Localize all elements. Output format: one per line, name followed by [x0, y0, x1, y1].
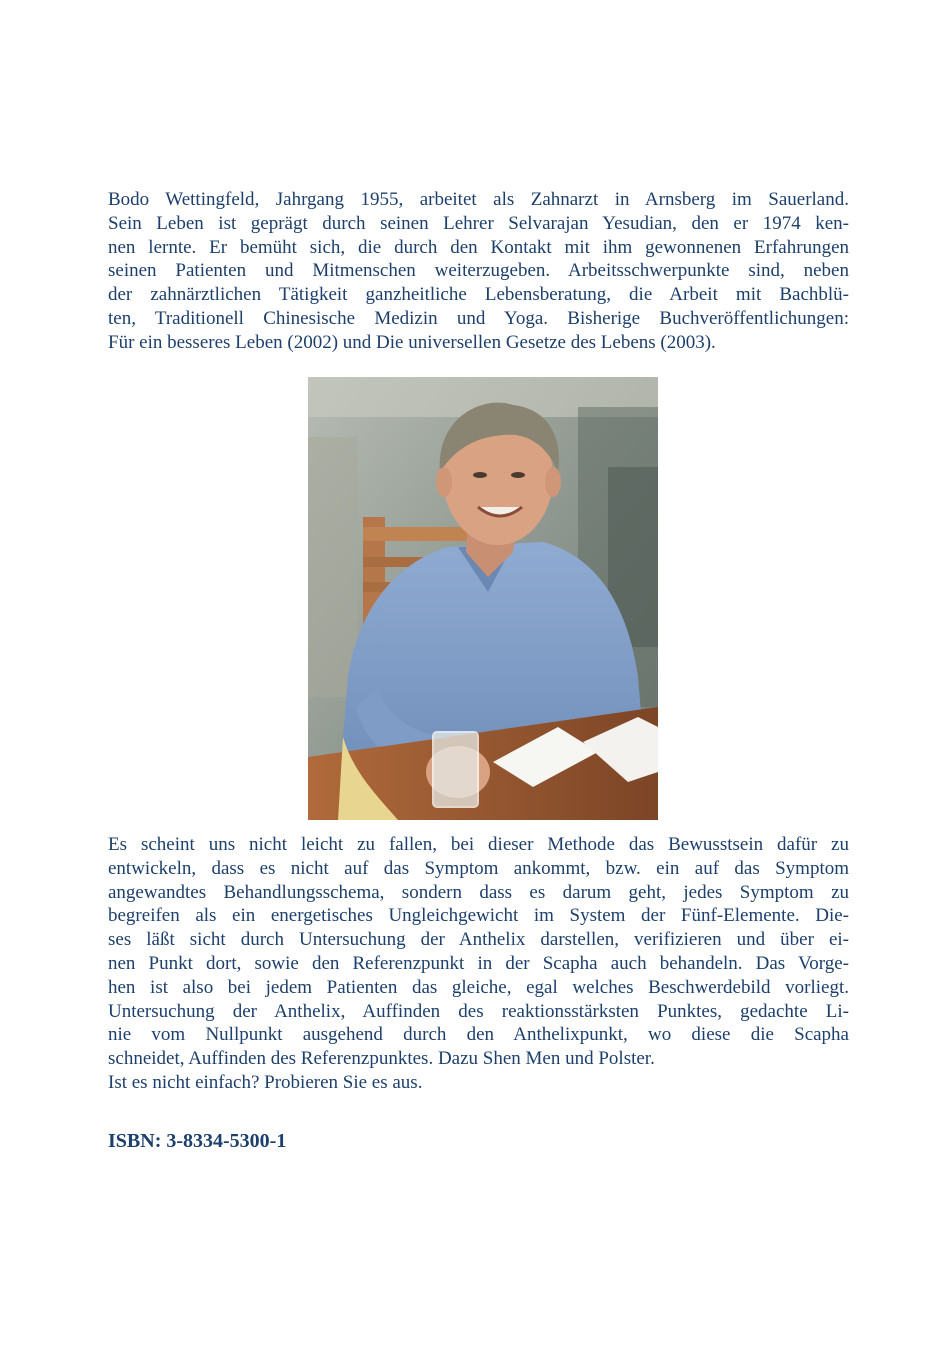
blurb-line: hen ist also bei jedem Patienten das gleiche, egal welches Beschwerdebild vorliegt.	[108, 976, 849, 998]
blurb-line: nen Punkt dort, sowie den Referenzpunkt in der Scapha auch behandeln. Das Vorge-	[108, 952, 849, 974]
bio-line: Für ein besseres Leben (2002) und Die universellen Gesetze des Lebens (2003).	[108, 331, 716, 353]
blurb-line: begreifen als ein energetisches Ungleichgewicht im System der Fünf-Elemente. Die-	[108, 905, 849, 927]
blurb-line: nie vom Nullpunkt ausgehend durch den Anthelixpunkt, wo diese die Scapha	[108, 1024, 849, 1046]
blurb-line: angewandtes Behandlungsschema, sondern dass es darum geht, jedes Symptom zu	[108, 881, 849, 903]
isbn-number: ISBN: 3-8334-5300-1	[108, 1130, 287, 1152]
author-photo	[308, 377, 658, 820]
blurb-line: ses läßt sicht durch Untersuchung der Anthelix darstellen, verifizieren und über ei-	[108, 929, 849, 951]
bio-line: ten, Traditionell Chinesische Medizin und Yoga. Bisherige Buchveröffentlichungen:	[108, 307, 849, 329]
bio-line: Bodo Wettingfeld, Jahrgang 1955, arbeitet als Zahnarzt in Arnsberg im Sauerland.	[108, 189, 849, 210]
book-blurb	[108, 833, 849, 1095]
bio-line: Sein Leben ist geprägt durch seinen Lehrer Selvarajan Yesudian, den er 1974 ken-	[108, 212, 849, 234]
blurb-line: Ist es nicht einfach? Probieren Sie es aus.	[108, 1071, 423, 1093]
bio-line: seinen Patienten und Mitmenschen weiterzugeben. Arbeitsschwerpunkte sind, neben	[108, 260, 849, 282]
bio-line: nen lernte. Er bemüht sich, die durch den Kontakt mit ihm gewonnenen Erfahrungen	[108, 236, 849, 258]
water-glass	[433, 732, 478, 807]
blurb-line: Untersuchung der Anthelix, Auffinden des reaktionsstärksten Punktes, gedachte Li-	[108, 1000, 849, 1022]
author-photo-illustration	[308, 377, 658, 820]
bio-line: der zahnärztlichen Tätigkeit ganzheitliche Lebensberatung, die Arbeit mit Bachblü-	[108, 284, 849, 306]
blurb-line: Es scheint uns nicht leicht zu fallen, bei dieser Methode das Bewusstsein dafür zu	[108, 834, 849, 855]
author-bio	[108, 188, 849, 355]
blurb-line: schneidet, Auffinden des Referenzpunktes. Dazu Shen Men und Polster.	[108, 1048, 655, 1070]
blurb-line: entwickeln, dass es nicht auf das Symptom ankommt, bzw. ein auf das Symptom	[108, 857, 849, 879]
